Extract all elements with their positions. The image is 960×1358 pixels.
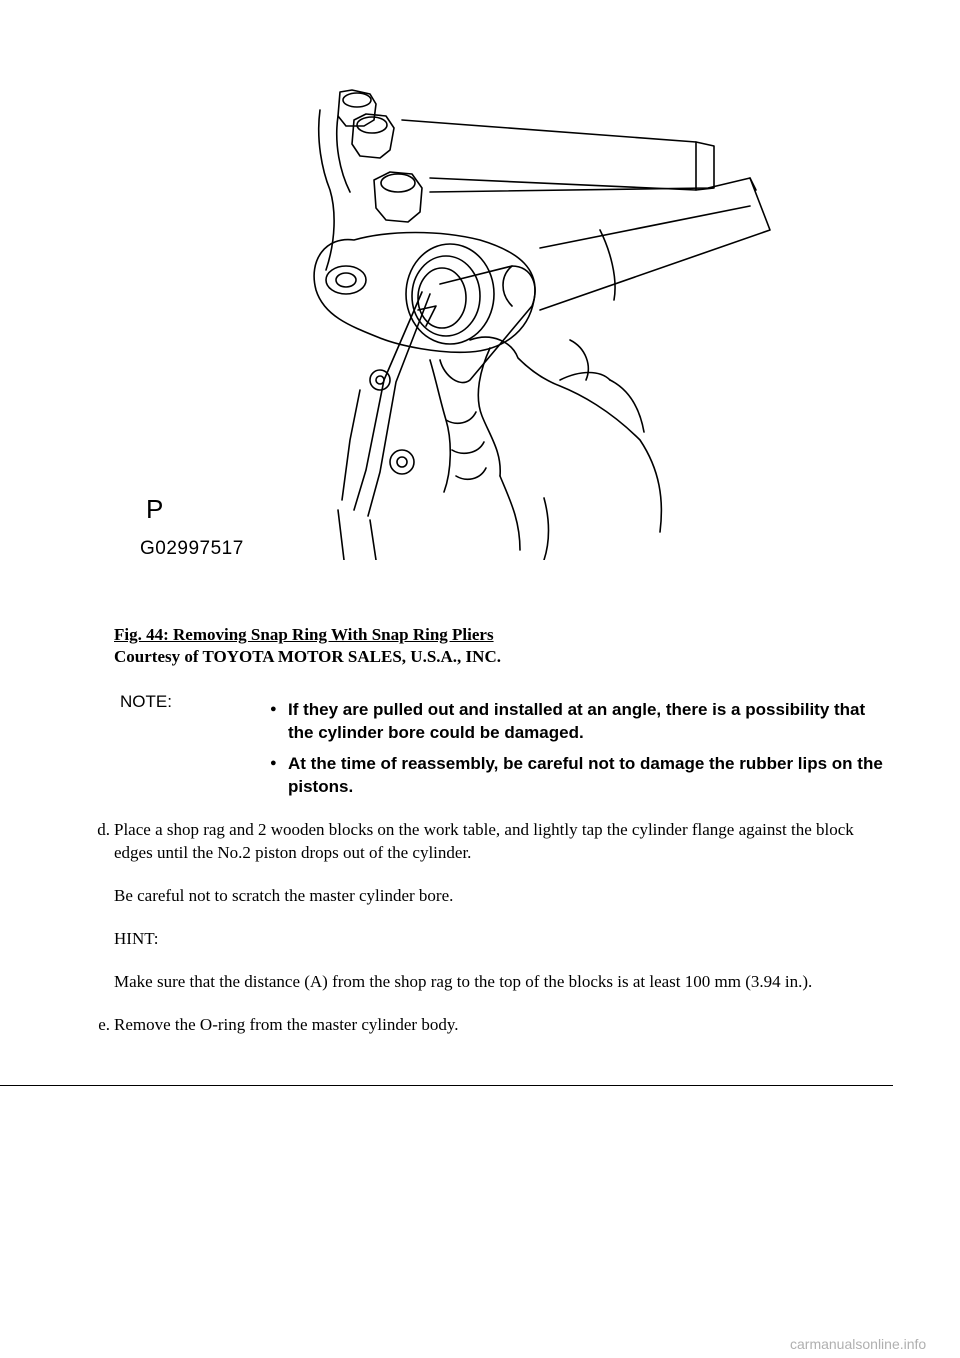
step-d [84,818,894,993]
figure-code: G02997517 [140,538,244,559]
snap-ring-illustration [140,80,840,560]
figure-caption-title[interactable]: Fig. 44: Removing Snap Ring With Snap Ring Pliers [114,625,494,644]
step-text: Remove the O-ring from the master cylinder body. [114,1015,459,1034]
figure-view-letter: P [146,494,164,524]
step-caution: Be careful not to scratch the master cylinder bore. [114,886,454,905]
step-hint-label: HINT: [114,929,159,948]
step-e [84,1013,894,1036]
figure-caption [114,624,501,668]
step-text: Place a shop rag and 2 wooden blocks on the work table, and lightly tap the cylinder flange against the block edges until the No.2 piston drops out of the cylinder. [114,820,854,862]
note-item: ● At the time of reassembly, be careful not to damage the rubber lips on the pistons. [268,752,888,798]
master-cylinder-drawing [140,80,840,560]
procedure-steps [84,818,894,1056]
step-letter: e. [98,1015,110,1034]
figure-caption-credit: Courtesy of TOYOTA MOTOR SALES, U.S.A., INC. [114,647,501,666]
watermark: carmanualsonline.info [790,1336,927,1352]
note-item: ● If they are pulled out and installed at an angle, there is a possibility that the cylinder bore could be damaged. [268,698,888,744]
step-letter: d. [97,820,110,839]
note-list [268,698,888,806]
page-divider [0,1085,893,1086]
note-label: NOTE: [120,692,172,711]
step-hint: Make sure that the distance (A) from the shop rag to the top of the blocks is at least 100 mm (3.94 in.). [114,972,813,991]
